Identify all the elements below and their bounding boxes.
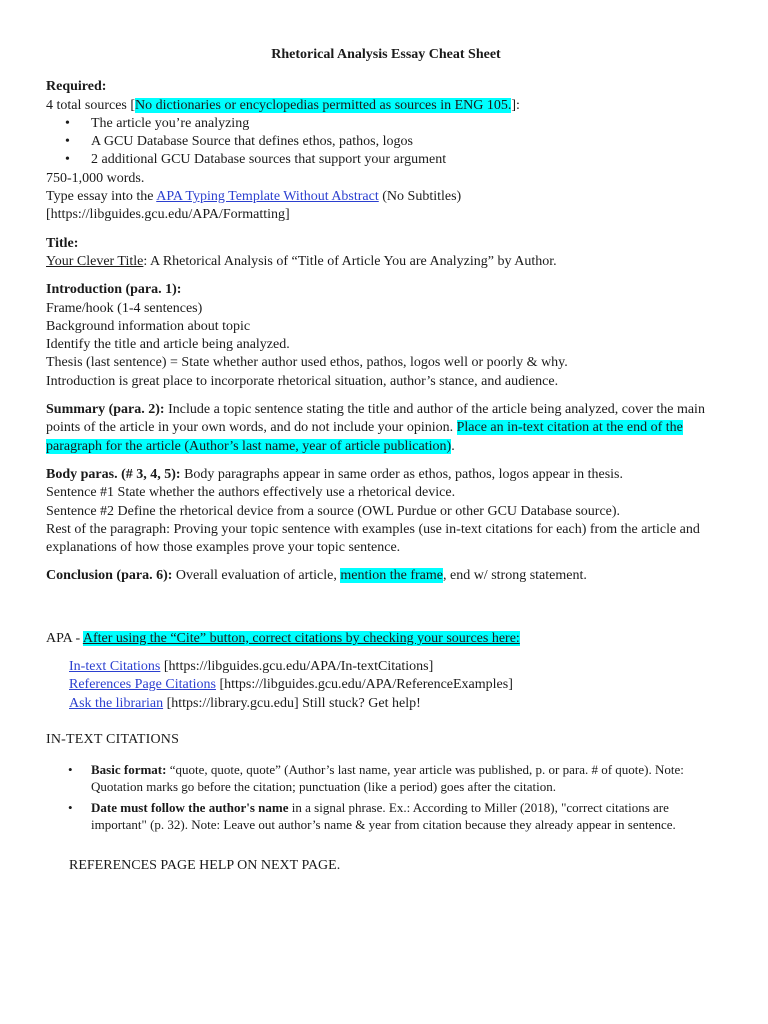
body-paragraph xyxy=(46,466,726,484)
template-line xyxy=(46,188,726,206)
intext-citations-link[interactable]: In-text Citations xyxy=(69,659,161,675)
apa-template-link[interactable]: APA Typing Template Without Abstract xyxy=(156,189,379,205)
intext-text: “quote, quote, quote” (Author’s last name, year article was published, p. or para. # of quote). Note: Quotation marks go before the citation; punctuation (like a period) goes after the citation. xyxy=(91,762,684,795)
intext-list xyxy=(46,761,726,833)
apa-highlight: After using the “Cite” button, correct citations by checking your sources here: xyxy=(82,630,520,646)
body-text: Body paragraphs appear in same order as ethos, pathos, logos appear in thesis. xyxy=(180,466,623,482)
body-heading: Body paras. (# 3, 4, 5): xyxy=(46,466,181,482)
summary-end: . xyxy=(451,438,455,454)
summary-text: Include a topic sentence stating the title and author of the article being analyzed, cover the main points of the article in your own words, and do not include your opinion. xyxy=(46,402,705,436)
apa-line xyxy=(46,630,726,648)
body-line: Rest of the paragraph: Proving your topic sentence with examples (use in-text citations for each) from the article and explanations of how those examples prove your topic sentence. xyxy=(46,521,700,556)
summary-highlight: Place an in-text citation at the end of the paragraph for the article (Author’s last name, year of article publication) xyxy=(46,420,683,454)
list-item: • A GCU Database Source that defines ethos, pathos, logos xyxy=(46,133,726,151)
title-rest: : A Rhetorical Analysis of “Title of Article You are Analyzing” by Author. xyxy=(143,253,557,269)
conclusion-highlight: mention the frame xyxy=(340,568,443,584)
intro-line: Identify the title and article being analyzed. xyxy=(46,337,290,353)
intext-bold: Basic format: xyxy=(91,762,167,778)
required-heading: Required: xyxy=(46,79,107,95)
template-suffix: (No Subtitles) xyxy=(378,189,462,205)
conclusion-paragraph xyxy=(46,567,726,585)
sources-highlight: No dictionaries or encyclopedias permitted as sources in ENG 105. xyxy=(135,97,512,113)
intro-heading: Introduction (para. 1): xyxy=(46,282,182,298)
template-url: [https://libguides.gcu.edu/APA/Formatting] xyxy=(46,207,290,223)
list-item xyxy=(69,676,726,694)
link-url: [https://libguides.gcu.edu/APA/ReferenceExamples] xyxy=(215,677,513,693)
link-url: [https://library.gcu.edu] Still stuck? Get help! xyxy=(163,695,421,711)
clever-title: Your Clever Title xyxy=(46,253,144,269)
apa-prefix: APA - xyxy=(46,630,83,646)
summary-paragraph xyxy=(46,401,726,456)
references-next-page: REFERENCES PAGE HELP ON NEXT PAGE. xyxy=(69,858,341,874)
list-item xyxy=(46,761,726,795)
apa-links xyxy=(46,658,726,713)
intext-text: in a signal phrase. Ex.: According to Miller (2018), "correct citations are important" (p. 32). Note: Leave out author’s name & year from citation because they already appear in sentence. xyxy=(91,800,676,833)
conclusion-end: , end w/ strong statement. xyxy=(442,568,587,584)
intro-line: Introduction is great place to incorporate rhetorical situation, author’s stance, and audience. xyxy=(46,373,559,389)
intro-line: Background information about topic xyxy=(46,318,251,334)
list-item xyxy=(46,799,726,833)
document-page xyxy=(46,46,726,876)
sources-suffix: ]: xyxy=(511,97,520,113)
body-line: Sentence #2 Define the rhetorical device from a source (OWL Purdue or other GCU Database source). xyxy=(46,503,621,519)
conclusion-text: Overall evaluation of article, xyxy=(172,568,341,584)
intro-line: Thesis (last sentence) = State whether author used ethos, pathos, logos well or poorly & why. xyxy=(46,355,568,371)
body-line: Sentence #1 State whether the authors effectively use a rhetorical device. xyxy=(46,485,456,501)
summary-heading: Summary (para. 2): xyxy=(46,402,165,418)
references-citations-link[interactable]: References Page Citations xyxy=(69,677,216,693)
sources-line xyxy=(46,97,726,115)
template-prefix: Type essay into the xyxy=(46,189,157,205)
title-example xyxy=(46,253,726,271)
list-item: • The article you’re analyzing xyxy=(46,115,726,133)
title-heading: Title: xyxy=(46,235,79,251)
conclusion-heading: Conclusion (para. 6): xyxy=(46,568,173,584)
link-url: [https://libguides.gcu.edu/APA/In-textCitations] xyxy=(160,659,434,675)
intro-line: Frame/hook (1-4 sentences) xyxy=(46,300,203,316)
required-bullet-list xyxy=(46,115,726,170)
list-item: • 2 additional GCU Database sources that support your argument xyxy=(46,151,726,169)
ask-librarian-link[interactable]: Ask the librarian xyxy=(69,695,164,711)
word-count: 750-1,000 words. xyxy=(46,170,145,186)
list-item xyxy=(69,695,726,713)
intext-heading: IN-TEXT CITATIONS xyxy=(46,731,180,747)
sources-prefix: 4 total sources [ xyxy=(46,97,136,113)
intext-bold: Date must follow the author's name xyxy=(91,800,289,816)
page-title: Rhetorical Analysis Essay Cheat Sheet xyxy=(271,47,501,62)
list-item xyxy=(69,658,726,676)
